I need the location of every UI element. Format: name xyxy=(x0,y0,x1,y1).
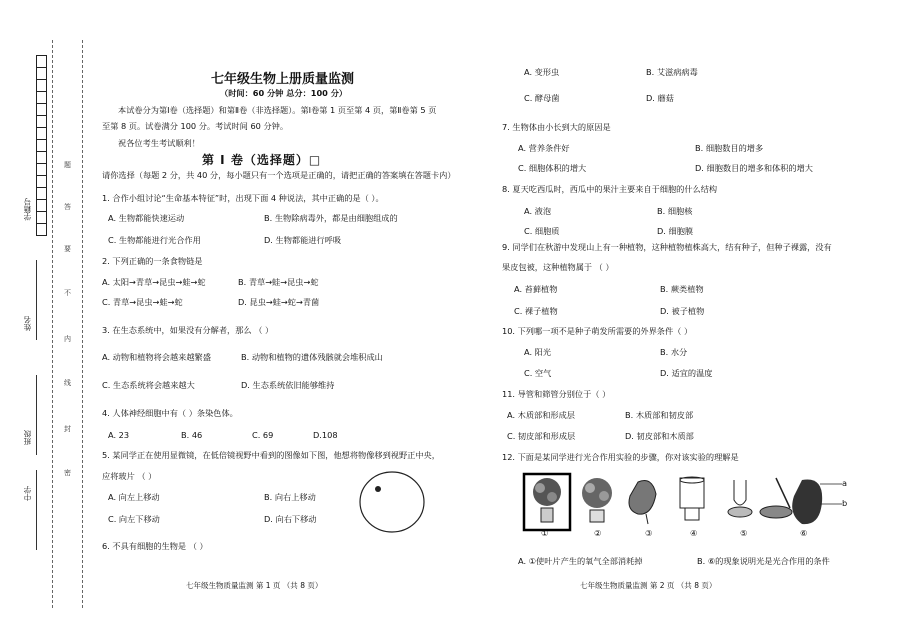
page1-footer: 七年级生物质量监测 第 1 页 （共 8 页） xyxy=(186,581,323,590)
step-label-5: ⑤ xyxy=(740,528,748,538)
q8-stem: 8. 夏天吃西瓜时，西瓜中的果汁主要来自于细胞的什么结构 xyxy=(502,184,718,194)
q11-stem: 11. 导管和筛管分别位于（ ） xyxy=(502,389,611,399)
q8-option-d: D. 细胞膜 xyxy=(657,226,694,236)
instruction: 请你选择（每题 2 分，共 40 分，每小题只有一个选项是正确的，请把正确的答案填在答题卡内） xyxy=(102,170,456,180)
page-subtitle: （时间：60 分钟 总分：100 分） xyxy=(220,88,348,98)
step-label-6: ⑥ xyxy=(800,528,808,538)
seal-line-inner xyxy=(82,40,83,608)
q1-option-c: C. 生物都能进行光合作用 xyxy=(108,235,201,245)
q9-stem: 9. 同学们在秋游中发现山上有一种植物，这种植物植株高大，结有种子，但种子裸露，没有 xyxy=(502,242,832,252)
q3-option-d: D. 生态系统依旧能够维持 xyxy=(241,380,335,390)
q4-option-c: C. 69 xyxy=(252,430,274,440)
q12-option-b: B. ⑥的现象说明光是光合作用的条件 xyxy=(697,556,830,566)
step-label-3: ③ xyxy=(645,528,653,538)
q1-stem: 1. 合作小组讨论“生命基本特征”时，出现下面 4 种说法，其中正确的是（ ）。 xyxy=(102,193,384,203)
q4-option-d: D.108 xyxy=(313,430,338,440)
school-blank-line xyxy=(36,470,38,550)
q7-stem: 7. 生物体由小长到大的原因是 xyxy=(502,122,611,132)
q8-option-c: C. 细胞质 xyxy=(524,226,560,236)
q2-option-c: C. 青草→昆虫→蛙→蛇 xyxy=(102,297,183,307)
q5-option-a: A. 向左上移动 xyxy=(108,492,160,502)
class-label: 班级 xyxy=(23,430,32,445)
q3-option-c: C. 生态系统将会越来越大 xyxy=(102,380,195,390)
name-label: 姓名 xyxy=(23,316,32,331)
q7-option-a: A. 营养条件好 xyxy=(518,143,570,153)
page-title: 七年级生物上册质量监测 xyxy=(211,72,355,87)
q9-option-b: B. 蕨类植物 xyxy=(660,284,704,294)
name-blank-line xyxy=(36,260,38,340)
q9-option-a: A. 苔藓植物 xyxy=(514,284,558,294)
q7-option-b: B. 细胞数目的增多 xyxy=(695,143,764,153)
q1-option-a: A. 生物都能快速运动 xyxy=(108,213,185,223)
q5-option-b: B. 向右上移动 xyxy=(264,492,316,502)
section-heading: 第 Ⅰ 卷（选择题）□ xyxy=(202,153,322,167)
q6-option-b: B. 艾滋病病毒 xyxy=(646,67,698,77)
q10-option-b: B. 水分 xyxy=(660,347,688,357)
figure-label-a: a xyxy=(842,478,848,488)
q3-option-b: B. 动物和植物的遗体残骸就会堆积成山 xyxy=(241,352,383,362)
q12-option-a: A. ①使叶片产生的氧气全部消耗掉 xyxy=(518,556,643,566)
intro-line-3: 祝各位考生考试顺利！ xyxy=(118,138,200,148)
q6-stem: 6. 不具有细胞的生物是 （ ） xyxy=(102,541,208,551)
student-no-label: 学籍号 xyxy=(23,198,32,221)
q5-stem-2: 应将玻片 （ ） xyxy=(102,471,157,481)
q11-option-a: A. 木质部和形成层 xyxy=(507,410,575,420)
page2-footer: 七年级生物质量监测 第 2 页 （共 8 页） xyxy=(580,581,717,590)
step-label-1: ① xyxy=(541,528,549,538)
student-number-boxes xyxy=(36,55,47,235)
q4-option-a: A. 23 xyxy=(108,430,130,440)
q7-option-d: D. 细胞数目的增多和体积的增大 xyxy=(695,163,813,173)
q10-option-d: D. 适宜的温度 xyxy=(660,368,713,378)
q4-stem: 4. 人体神经细胞中有（ ）条染色体。 xyxy=(102,408,238,418)
q10-option-a: A. 阳光 xyxy=(524,347,552,357)
intro-line-2: 至第 8 页。试卷满分 100 分。考试时间 60 分钟。 xyxy=(102,121,289,131)
step-label-2: ② xyxy=(594,528,602,538)
q5-stem: 5. 某同学正在使用显微镜，在低倍镜视野中看到的图像如下图，他想将物像移到视野正中央， xyxy=(102,450,440,460)
q4-option-b: B. 46 xyxy=(181,430,203,440)
q5-option-c: C. 向左下移动 xyxy=(108,514,160,524)
q7-option-c: C. 细胞体积的增大 xyxy=(518,163,587,173)
q2-option-b: B. 青草→蛙→昆虫→蛇 xyxy=(238,277,319,287)
q3-stem: 3. 在生态系统中，如果没有分解者，那么 （ ） xyxy=(102,325,274,335)
q6-option-c: C. 酵母菌 xyxy=(524,93,560,103)
q5-option-d: D. 向右下移动 xyxy=(264,514,317,524)
school-label: 中学 xyxy=(23,486,32,501)
figure-label-b: b xyxy=(842,498,848,508)
class-blank-line xyxy=(36,375,38,455)
q9-stem-2: 果皮包被，这种植物属于 （ ） xyxy=(502,262,614,272)
q9-option-d: D. 被子植物 xyxy=(660,306,705,316)
q2-option-a: A. 太阳→青草→昆虫→蛙→蛇 xyxy=(102,277,206,287)
seal-line-outer xyxy=(52,40,53,608)
q1-option-d: D. 生物都能进行呼吸 xyxy=(264,235,342,245)
q10-option-c: C. 空气 xyxy=(524,368,552,378)
q6-option-d: D. 蘑菇 xyxy=(646,93,674,103)
step-label-4: ④ xyxy=(690,528,698,538)
intro-line-1: 本试卷分为第Ⅰ卷（选择题）和第Ⅱ卷（非选择题）。第Ⅰ卷第 1 页至第 4 页，第Ⅱ卷第 5 页 xyxy=(118,105,437,115)
q3-option-a: A. 动物和植物将会越来越繁盛 xyxy=(102,352,211,362)
q8-option-b: B. 细胞核 xyxy=(657,206,693,216)
microscope-view-figure xyxy=(358,470,428,534)
q12-stem: 12. 下面是某同学进行光合作用实验的步骤，你对该实验的理解是 xyxy=(502,452,739,462)
q11-option-b: B. 木质部和韧皮部 xyxy=(625,410,694,420)
q8-option-a: A. 液泡 xyxy=(524,206,552,216)
q2-option-d: D. 昆虫→蛙→蛇→青菌 xyxy=(238,297,320,307)
q10-stem: 10. 下列哪一项不是种子萌发所需要的外界条件（ ） xyxy=(502,326,693,336)
q2-stem: 2. 下列正确的一条食物链是 xyxy=(102,256,203,266)
q11-option-d: D. 韧皮部和木质部 xyxy=(625,431,694,441)
q11-option-c: C. 韧皮部和形成层 xyxy=(507,431,576,441)
q6-option-a: A. 变形虫 xyxy=(524,67,560,77)
q9-option-c: C. 裸子植物 xyxy=(514,306,558,316)
q1-option-b: B. 生物除病毒外，都是由细胞组成的 xyxy=(264,213,398,223)
